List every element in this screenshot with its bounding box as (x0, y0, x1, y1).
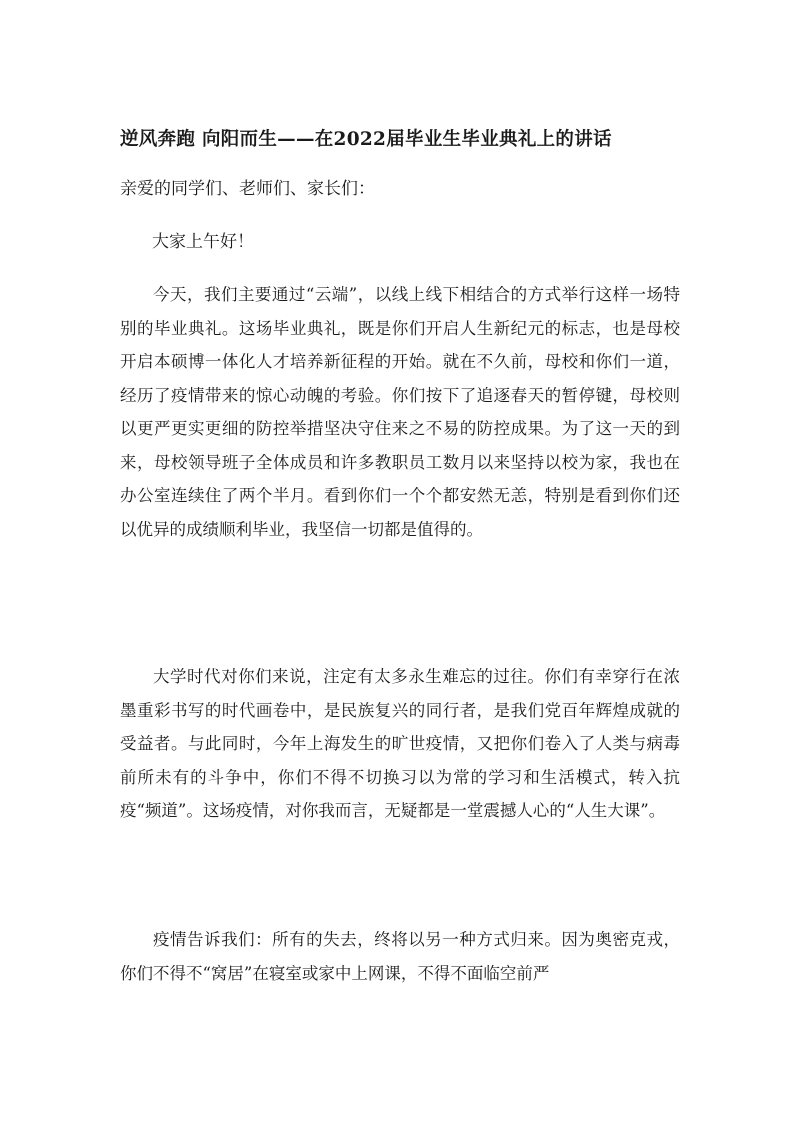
speech-title: 逆风奔跑 向阳而生——在2022届毕业生毕业典礼上的讲话 (120, 129, 612, 150)
greeting: 大家上午好！ (152, 232, 254, 252)
salutation: 亲爱的同学们、老师们、家长们： (120, 179, 375, 199)
paragraph-2: 大学时代对你们来说，注定有太多永生难忘的过往。你们有幸穿行在浓墨重彩书写的时代画卷中，是民族复兴的同行者，是我们党百年辉煌成就的受益者。与此同时，今年上海发生的旷世疫情，又把你们卷入了人类与病毒前所未有的斗争中，你们不得不切换习以为常的学习和生活模式，转入抗疫“频道”。这场疫情，对你我而言，无疑都是一堂震撼人心的“人生大课”。 (120, 667, 680, 820)
paragraph-3: 疫情告诉我们：所有的失去，终将以另一种方式归来。因为奥密克戎，你们不得不“窝居”在寝室或家中上网课，不得不面临空前严 (120, 930, 680, 983)
paragraph-1: 今天，我们主要通过“云端”，以线上线下相结合的方式举行这样一场特别的毕业典礼。这场毕业典礼，既是你们开启人生新纪元的标志，也是母校开启本硕博一体化人才培养新征程的开始。就在不久前，母校和你们一道，经历了疫情带来的惊心动魄的考验。你们按下了追逐春天的暂停键，母校则以更严更实更细的防控举措坚决守住来之不易的防控成果。为了这一天的到来，母校领导班子全体成员和许多教职员工数月以来坚持以校为家，我也在办公室连续住了两个半月。看到你们一个个都安然无恙，特别是看到你们还以优异的成绩顺利毕业，我坚信一切都是值得的。 (120, 285, 680, 539)
